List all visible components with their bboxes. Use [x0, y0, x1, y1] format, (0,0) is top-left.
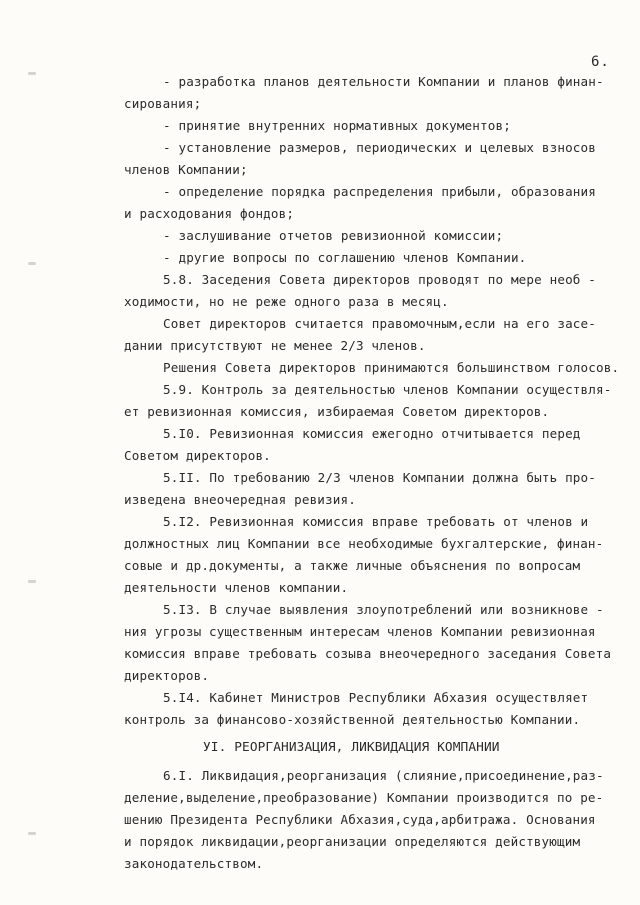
text-line: ходимости, но не реже одного раза в месяц. — [124, 294, 449, 309]
text-line: и расходования фондов; — [124, 206, 295, 221]
punch-hole-mark — [28, 262, 36, 265]
text-line: законодательством. — [124, 856, 264, 871]
text-line: и порядок ликвидации,реорганизации определяются действующим — [124, 834, 581, 849]
punch-hole-mark — [28, 72, 36, 75]
text-line: 5.I4. Кабинет Министров Республики Абхазия осуществляет — [163, 690, 589, 705]
text-line: 6.I. Ликвидация,реорганизация (слияние,присоединение,раз- — [163, 768, 604, 783]
text-line: изведена внеочередная ревизия. — [124, 492, 356, 507]
text-line: - определение порядка распределения прибыли, образования — [163, 184, 596, 199]
text-line: 5.I0. Ревизионная комиссия ежегодно отчитывается перед — [163, 426, 581, 441]
text-line: 5.8. Заседения Совета директоров проводят по мере необ - — [163, 272, 596, 287]
text-line: Совет директоров считается правомочным,если на его засе- — [163, 316, 596, 331]
text-line: шению Президента Республики Абхазия,суда,арбитража. Основания — [124, 812, 596, 827]
section-heading: УI. РЕОРГАНИЗАЦИЯ, ЛИКВИДАЦИЯ КОМПАНИИ — [203, 740, 500, 755]
text-line: ния угрозы существенным интересам членов Компании ревизионная — [124, 624, 596, 639]
text-line: директоров. — [124, 668, 210, 683]
text-line: - разработка планов деятельности Компании и планов финан- — [163, 74, 604, 89]
text-line: 5.9. Контроль за деятельностью членов Компании осуществля- — [163, 382, 612, 397]
text-line: деление,выделение,преобразование) Компании производится по ре- — [124, 790, 604, 805]
punch-hole-mark — [28, 580, 36, 583]
text-line: - другие вопросы по соглашению членов Компании. — [163, 250, 527, 265]
text-line: ет ревизионная комиссия, избираемая Советом директоров. — [124, 404, 550, 419]
text-line: - установление размеров, периодических и целевых взносов — [163, 140, 596, 155]
text-line: - заслушивание отчетов ревизионной комиссии; — [163, 228, 504, 243]
text-line: сирования; — [124, 96, 202, 111]
text-line: деятельности членов компании. — [124, 580, 349, 595]
text-line: Решения Совета директоров принимаются большинством голосов. — [163, 360, 620, 375]
text-line: 5.I3. В случае выявления злоупотреблений или возникнове - — [163, 602, 604, 617]
page-number: 6. — [591, 54, 610, 70]
text-line: членов Компании; — [124, 162, 248, 177]
text-line: дании присутствуют не менее 2/3 членов. — [124, 338, 426, 353]
text-line: совые и др.документы, а также личные объяснения по вопросам — [124, 558, 581, 573]
text-line: 5.II. По требованию 2/3 членов Компании должна быть про- — [163, 470, 596, 485]
text-line: 5.I2. Ревизионная комиссия вправе требовать от членов и — [163, 514, 589, 529]
text-line: комиссия вправе требовать созыва внеочередного заседания Совета — [124, 646, 612, 661]
text-line: должностных лиц Компании все необходимые бухгалтерские, финан- — [124, 536, 604, 551]
punch-hole-mark — [28, 832, 36, 835]
text-line: Советом директоров. — [124, 448, 271, 463]
text-line: контроль за финансово-хозяйственной деятельностью Компании. — [124, 712, 581, 727]
text-line: - принятие внутренних нормативных документов; — [163, 118, 511, 133]
